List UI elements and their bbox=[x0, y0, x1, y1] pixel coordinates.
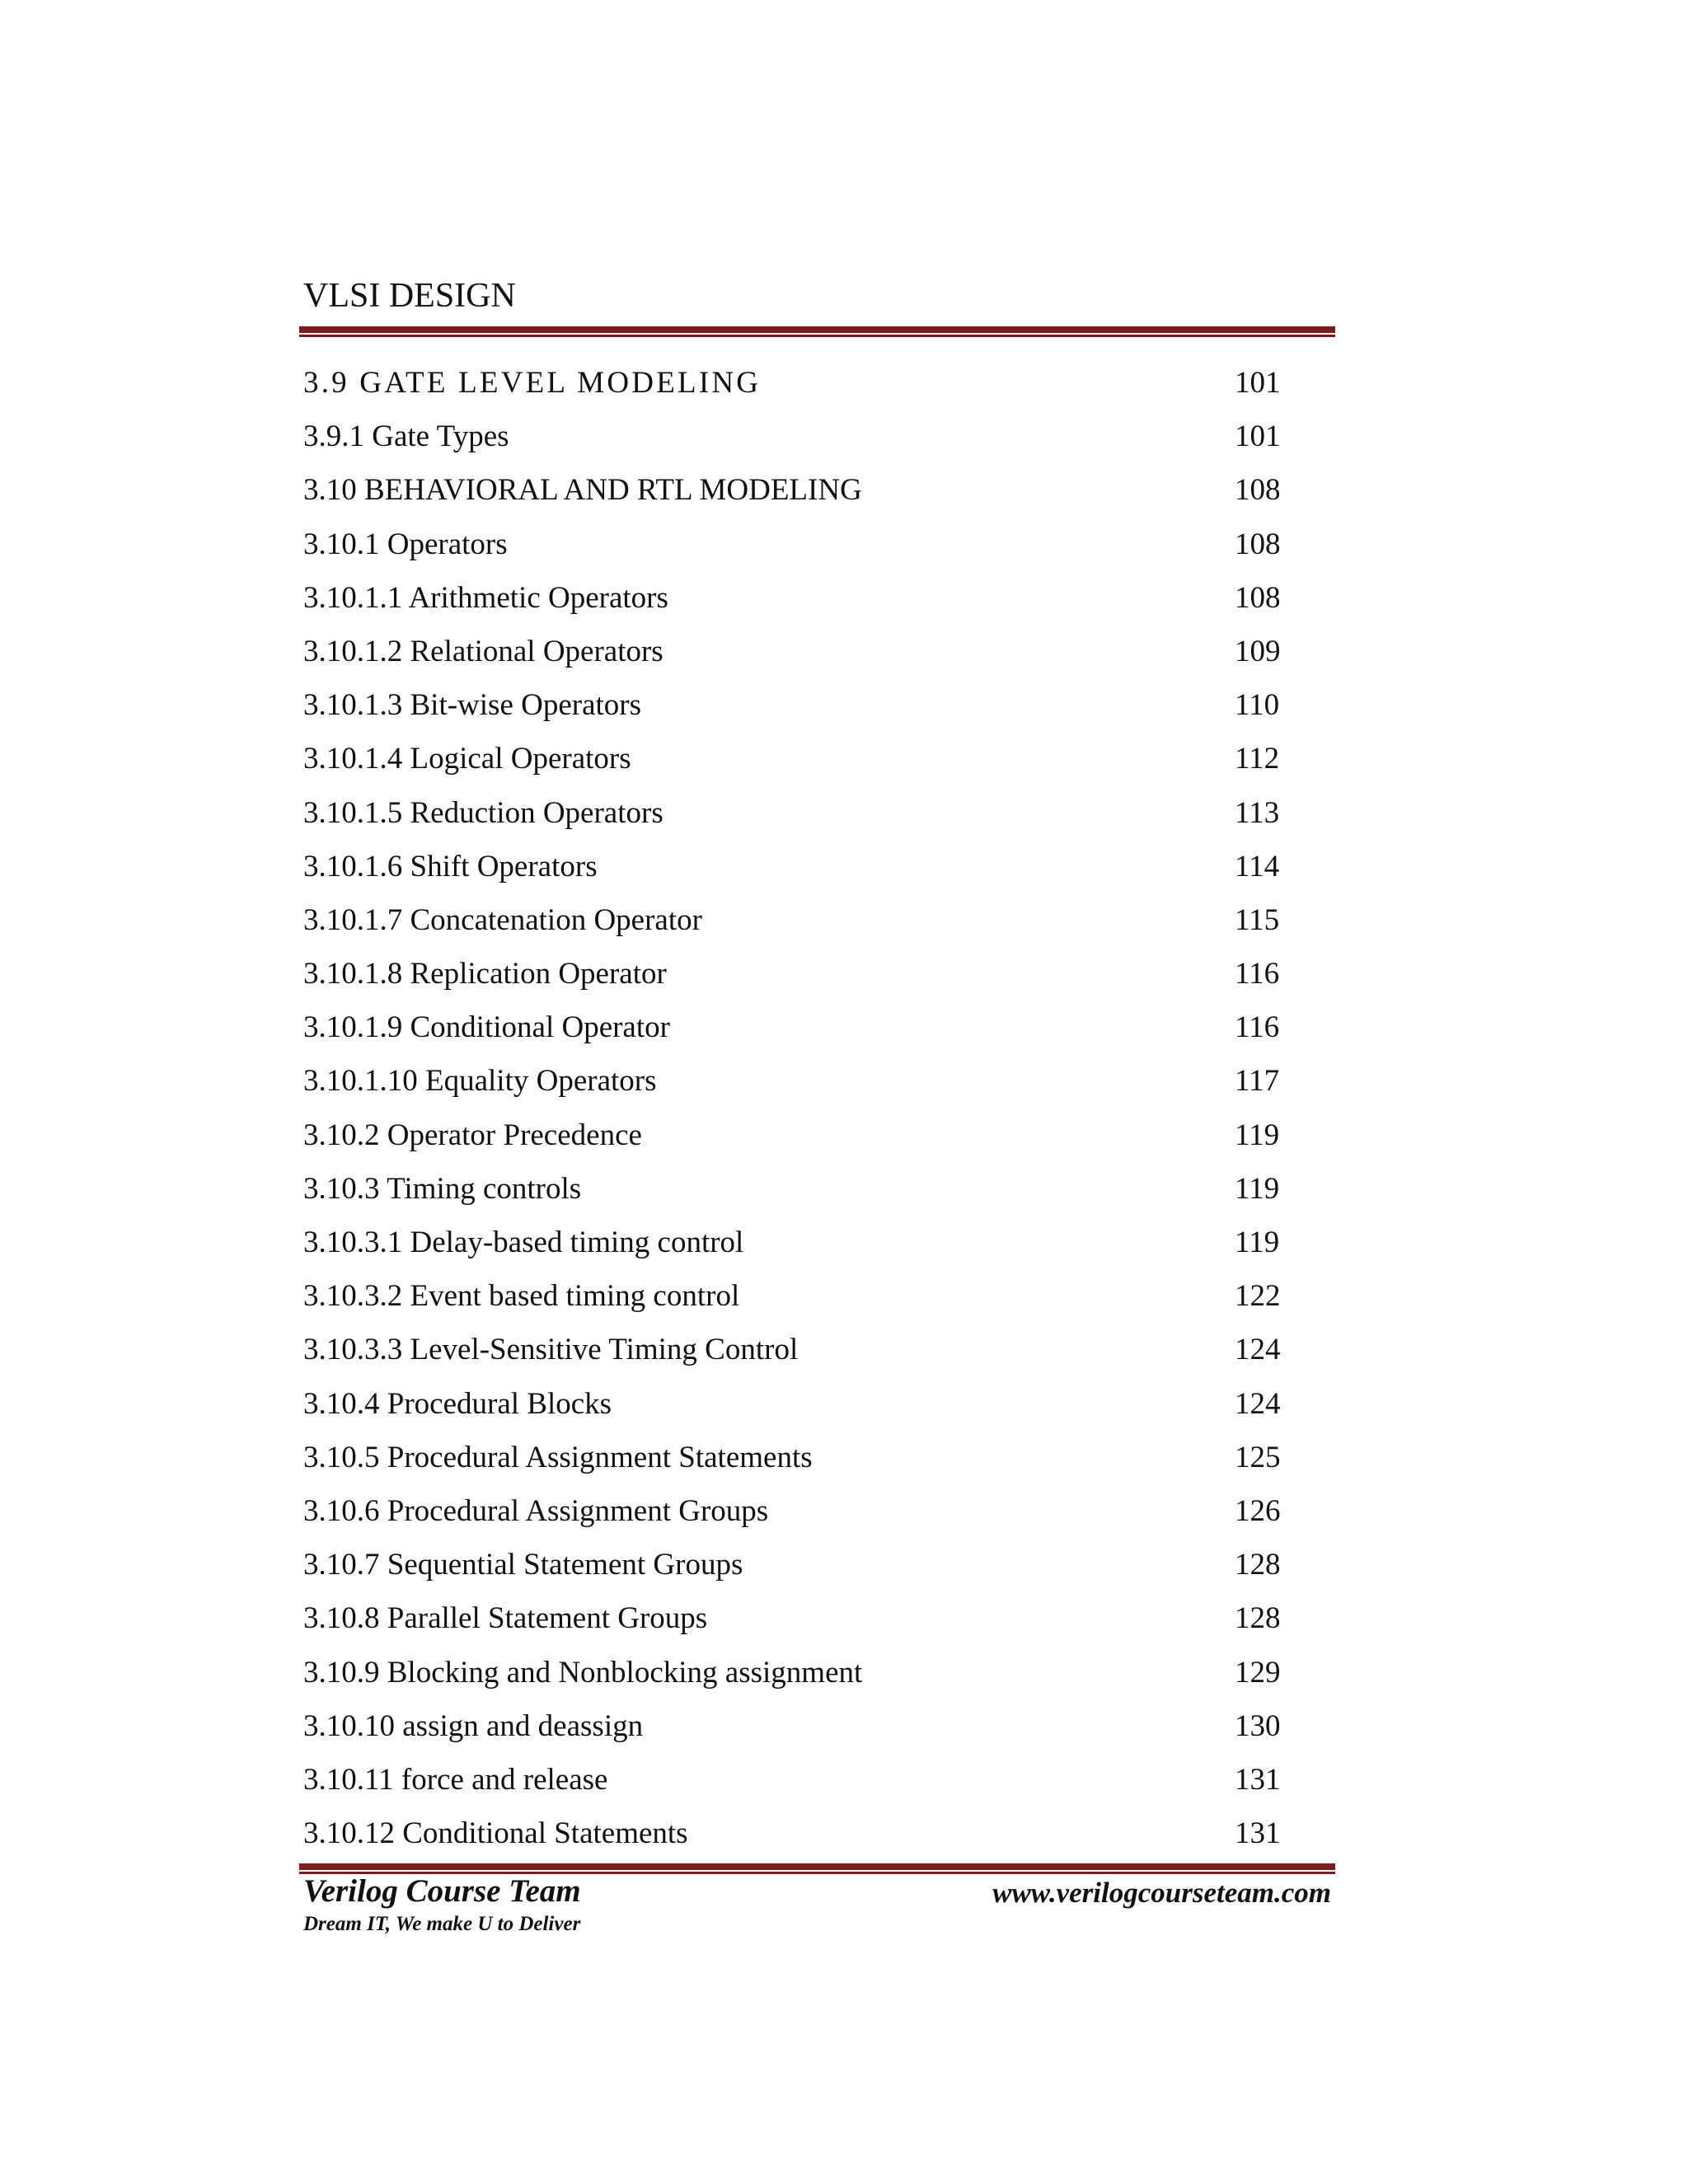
toc-entry-page-number: 122 bbox=[1235, 1279, 1281, 1314]
toc-entry-title: 3.10.1.1 Arithmetic Operators bbox=[303, 580, 668, 615]
toc-entry-page-number: 131 bbox=[1235, 1816, 1281, 1851]
toc-entry bbox=[303, 685, 1292, 738]
toc-entry-page-number: 119 bbox=[1235, 1118, 1280, 1152]
toc-entry-title: 3.10.1.5 Reduction Operators bbox=[303, 795, 663, 830]
toc-entry-page-number: 101 bbox=[1235, 419, 1281, 454]
toc-entry bbox=[303, 900, 1292, 954]
toc-entry bbox=[303, 578, 1292, 631]
toc-entry-page-number: 114 bbox=[1235, 849, 1280, 883]
toc-entry-page-number: 119 bbox=[1235, 1171, 1280, 1206]
toc-entry-title: 3.10.12 Conditional Statements bbox=[303, 1816, 688, 1851]
toc-entry-title: 3.10.11 force and release bbox=[303, 1762, 608, 1797]
toc-entry-title: 3.10.3.1 Delay-based timing control bbox=[303, 1226, 744, 1259]
toc-entry bbox=[303, 1276, 1292, 1329]
toc-entry bbox=[303, 1544, 1292, 1598]
toc-entry-page-number: 126 bbox=[1235, 1493, 1281, 1528]
toc-entry-title: 3.9.1 Gate Types bbox=[303, 419, 509, 454]
toc-entry-page-number: 131 bbox=[1235, 1762, 1281, 1797]
toc-entry bbox=[303, 738, 1292, 792]
header-divider bbox=[299, 326, 1335, 337]
toc-entry-title: 3.10.1.6 Shift Operators bbox=[303, 849, 598, 883]
toc-entry-title: 3.10.1.3 Bit-wise Operators bbox=[303, 688, 642, 723]
toc-entry-page-number: 125 bbox=[1235, 1440, 1281, 1474]
toc-entry bbox=[303, 1329, 1292, 1383]
toc-entry-title: 3.10.1.2 Relational Operators bbox=[303, 634, 663, 668]
toc-entry bbox=[303, 524, 1292, 578]
toc-entry-page-number: 109 bbox=[1235, 634, 1281, 668]
toc-entry bbox=[303, 1760, 1292, 1813]
toc-entry bbox=[303, 1706, 1292, 1760]
toc-entry bbox=[303, 1437, 1292, 1491]
footer-website: www.verilogcourseteam.com bbox=[992, 1877, 1331, 1909]
toc-entry-title: 3.10.1.4 Logical Operators bbox=[303, 742, 631, 776]
table-of-contents bbox=[303, 363, 1292, 1867]
toc-entry bbox=[303, 1169, 1292, 1222]
toc-entry-title: 3.10.1.10 Equality Operators bbox=[303, 1064, 657, 1099]
toc-entry bbox=[303, 1222, 1292, 1276]
toc-entry-page-number: 124 bbox=[1235, 1386, 1281, 1421]
toc-entry-title: 3.10.3.3 Level-Sensitive Timing Control bbox=[303, 1333, 799, 1367]
toc-entry-page-number: 110 bbox=[1235, 688, 1280, 723]
toc-entry-title: 3.10.5 Procedural Assignment Statements bbox=[303, 1440, 813, 1474]
footer-team-name: Verilog Course Team bbox=[303, 1873, 581, 1909]
toc-entry-title: 3.10.1 Operators bbox=[303, 527, 508, 561]
toc-entry-title: 3.10.2 Operator Precedence bbox=[303, 1118, 642, 1152]
toc-entry-title: 3.9 GATE LEVEL MODELING bbox=[303, 366, 762, 400]
footer-tagline: Dream IT, We make U to Deliver bbox=[303, 1913, 581, 1935]
toc-entry-page-number: 108 bbox=[1235, 527, 1281, 561]
toc-entry bbox=[303, 1491, 1292, 1544]
toc-entry bbox=[303, 470, 1292, 523]
toc-entry bbox=[303, 416, 1292, 470]
toc-entry bbox=[303, 631, 1292, 685]
toc-entry-title: 3.10.6 Procedural Assignment Groups bbox=[303, 1493, 769, 1528]
toc-entry bbox=[303, 1652, 1292, 1706]
toc-entry bbox=[303, 1598, 1292, 1652]
header-divider-thick-line bbox=[299, 326, 1335, 333]
toc-entry-page-number: 117 bbox=[1235, 1064, 1280, 1099]
toc-entry-title: 3.10.10 assign and deassign bbox=[303, 1708, 644, 1743]
toc-entry bbox=[303, 793, 1292, 846]
toc-entry-title: 3.10.3 Timing controls bbox=[303, 1171, 582, 1206]
page-header-title: VLSI DESIGN bbox=[303, 277, 516, 315]
toc-entry bbox=[303, 363, 1292, 416]
toc-entry-title: 3.10.7 Sequential Statement Groups bbox=[303, 1548, 743, 1582]
toc-entry-page-number: 128 bbox=[1235, 1601, 1281, 1636]
toc-entry bbox=[303, 1061, 1292, 1114]
toc-entry-title: 3.10.4 Procedural Blocks bbox=[303, 1386, 612, 1421]
toc-entry-title: 3.10.8 Parallel Statement Groups bbox=[303, 1601, 708, 1636]
toc-entry-page-number: 128 bbox=[1235, 1548, 1281, 1582]
toc-entry-page-number: 129 bbox=[1235, 1655, 1281, 1690]
toc-entry-page-number: 108 bbox=[1235, 473, 1281, 508]
toc-entry-title: 3.10.9 Blocking and Nonblocking assignment bbox=[303, 1655, 863, 1690]
toc-entry-page-number: 112 bbox=[1235, 742, 1280, 776]
toc-entry bbox=[303, 954, 1292, 1007]
toc-entry-page-number: 116 bbox=[1235, 1010, 1280, 1045]
footer-divider-thick-line bbox=[299, 1863, 1335, 1870]
toc-entry-page-number: 113 bbox=[1235, 795, 1280, 830]
toc-entry bbox=[303, 846, 1292, 900]
toc-entry-page-number: 119 bbox=[1235, 1226, 1280, 1259]
header-divider-thin-line bbox=[299, 335, 1335, 337]
toc-entry-page-number: 116 bbox=[1235, 957, 1280, 991]
toc-entry-title: 3.10.1.8 Replication Operator bbox=[303, 957, 667, 991]
toc-entry-page-number: 101 bbox=[1235, 366, 1281, 400]
toc-entry-page-number: 130 bbox=[1235, 1708, 1281, 1743]
toc-entry-title: 3.10.1.7 Concatenation Operator bbox=[303, 902, 702, 937]
toc-entry-page-number: 124 bbox=[1235, 1333, 1281, 1367]
toc-entry-page-number: 115 bbox=[1235, 902, 1280, 937]
toc-entry-page-number: 108 bbox=[1235, 580, 1281, 615]
toc-entry bbox=[303, 1007, 1292, 1061]
toc-entry-title: 3.10 BEHAVIORAL AND RTL MODELING bbox=[303, 473, 862, 508]
toc-entry bbox=[303, 1384, 1292, 1437]
toc-entry bbox=[303, 1813, 1292, 1867]
toc-entry-title: 3.10.3.2 Event based timing control bbox=[303, 1279, 740, 1314]
toc-entry bbox=[303, 1115, 1292, 1169]
toc-entry-title: 3.10.1.9 Conditional Operator bbox=[303, 1010, 670, 1045]
